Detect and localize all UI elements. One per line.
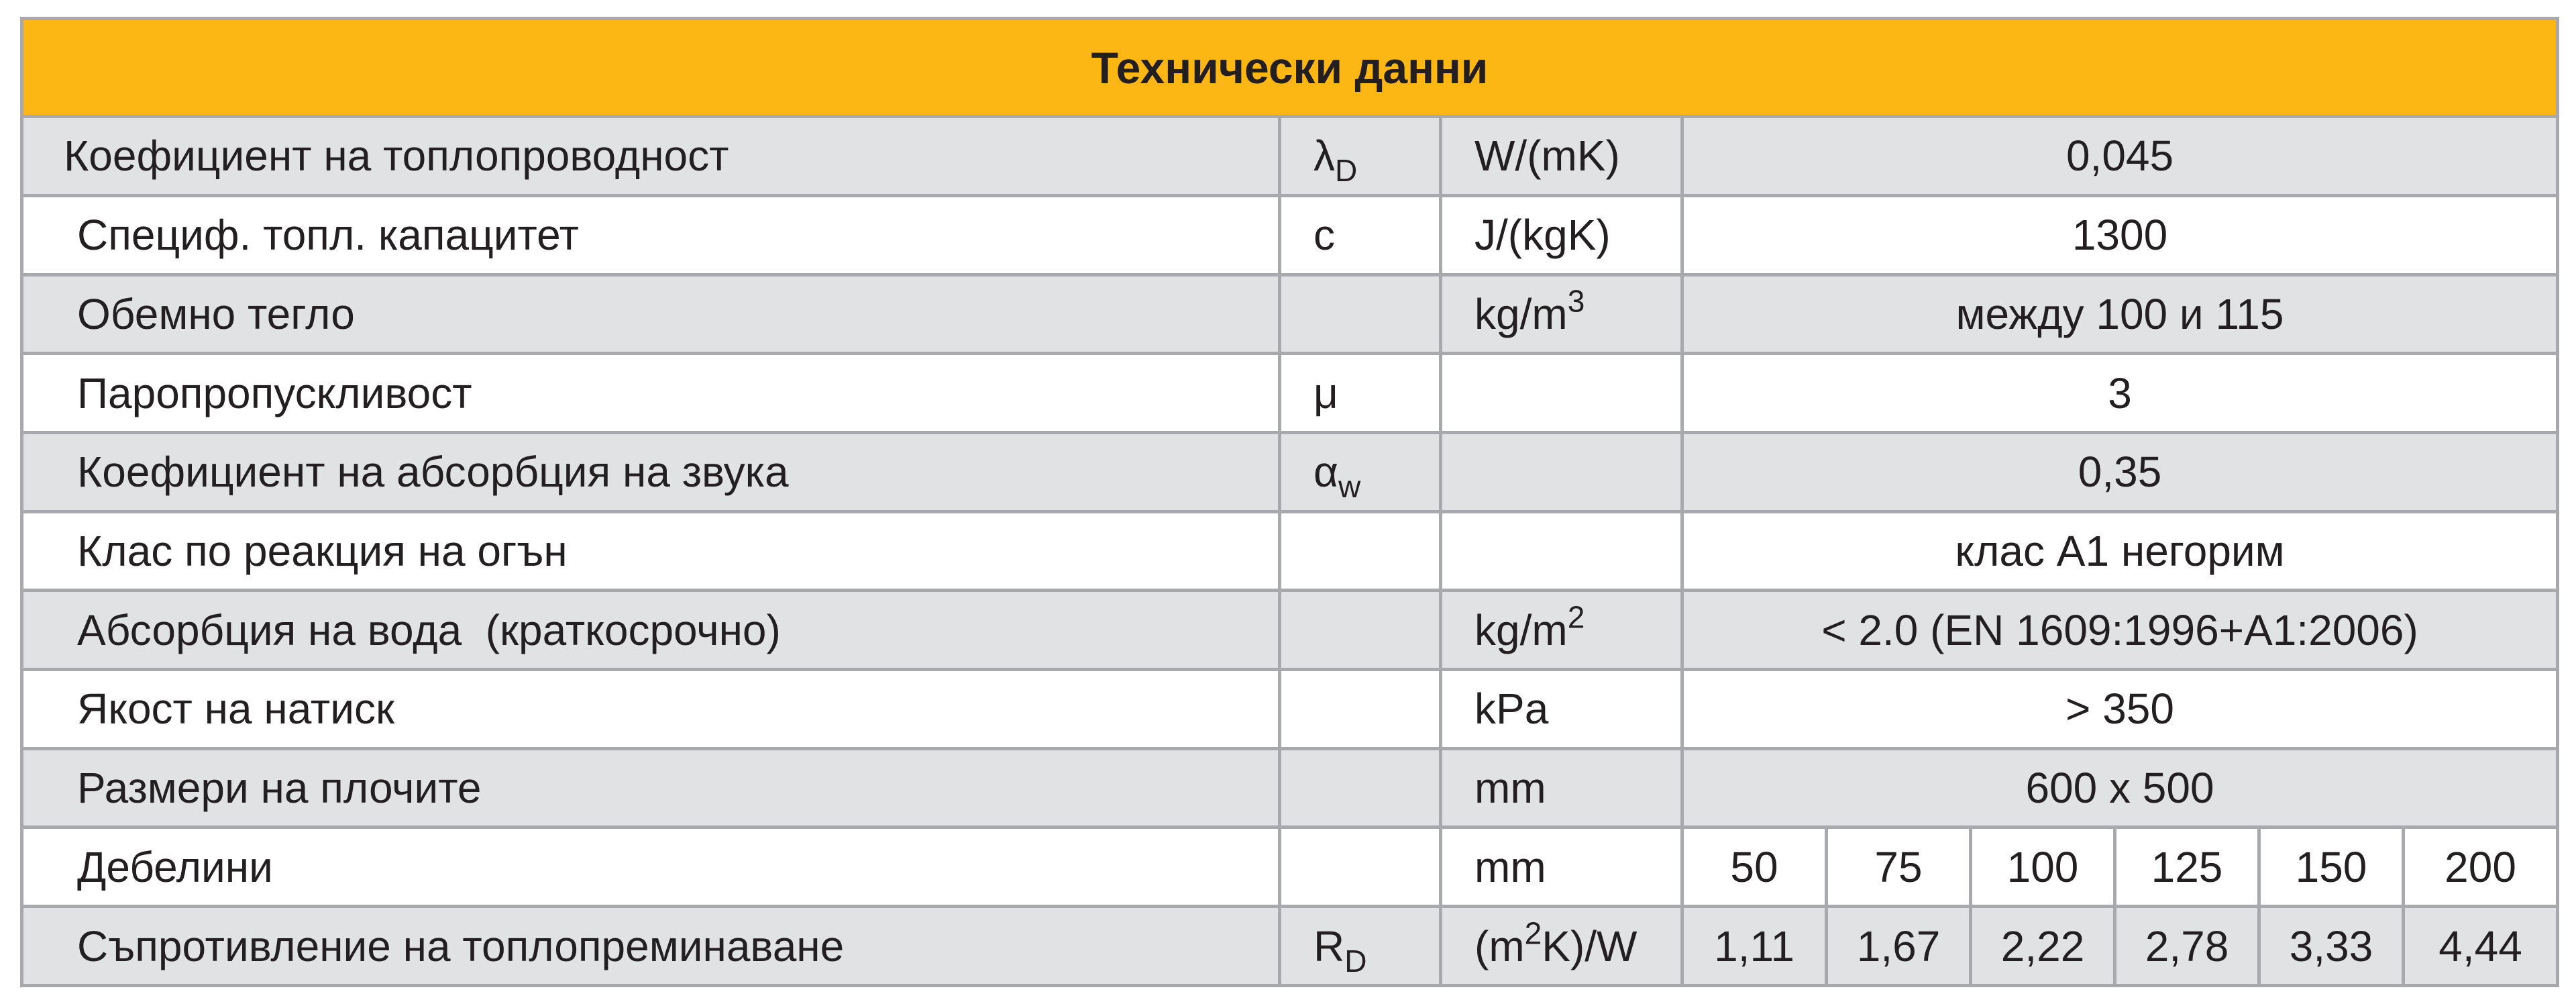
table-row [22,117,2558,196]
symbol-cell [1280,274,1441,354]
symbol-cell [1280,432,1441,511]
unit-cell: kPa [1441,670,1682,749]
thickness-cell: 200 [2404,827,2558,907]
table-row [22,907,2558,986]
thickness-cell: 100 [1971,827,2115,907]
symbol-text: R [1313,921,1345,970]
parameter-cell: Дебелини [22,827,1280,907]
unit-cell: mm [1441,827,1682,907]
unit-cell [1441,432,1682,511]
unit-cell [1441,354,1682,433]
unit-superscript: 2 [1567,599,1585,635]
table-row [22,354,2558,433]
unit-cell [1441,511,1682,591]
parameter-cell: Съпротивление на топлопреминаване [22,907,1280,986]
parameter-cell: Абсорбция на вода (краткосрочно) [22,591,1280,670]
parameter-cell: Якост на натиск [22,670,1280,749]
symbol-cell [1280,748,1441,827]
resistance-cell: 3,33 [2259,907,2404,986]
symbol-cell: c [1280,195,1441,274]
unit-text-post: K)/W [1542,921,1638,970]
thickness-cell: 125 [2115,827,2259,907]
unit-superscript: 2 [1524,915,1542,951]
symbol-cell [1280,591,1441,670]
unit-text: kg/m [1474,289,1568,338]
resistance-cell: 1,67 [1827,907,1971,986]
table-header-row [22,19,2558,117]
unit-cell [1441,274,1682,354]
table-row [22,827,2558,907]
symbol-subscript: D [1335,153,1358,189]
table-row [22,432,2558,511]
symbol-text: α [1313,448,1338,497]
resistance-cell: 1,11 [1682,907,1827,986]
table-row [22,748,2558,827]
unit-text: kg/m [1474,605,1568,654]
symbol-cell [1280,670,1441,749]
unit-cell [1441,591,1682,670]
symbol-subscript: w [1338,469,1361,505]
parameter-cell: Клас по реакция на огън [22,511,1280,591]
symbol-cell [1280,511,1441,591]
unit-cell: J/(kgK) [1441,195,1682,274]
symbol-text: λ [1313,132,1335,181]
technical-data-table [20,17,2559,987]
value-cell: 0,045 [1682,117,2558,196]
thickness-cell: 50 [1682,827,1827,907]
value-cell: клас А1 негорим [1682,511,2558,591]
thickness-cell: 75 [1827,827,1971,907]
value-cell: 1300 [1682,195,2558,274]
symbol-subscript: D [1344,943,1367,978]
table-row [22,591,2558,670]
unit-text-pre: (m [1474,921,1525,970]
unit-cell: mm [1441,748,1682,827]
value-cell: < 2.0 (EN 1609:1996+A1:2006) [1682,591,2558,670]
symbol-cell [1280,827,1441,907]
value-cell: > 350 [1682,670,2558,749]
value-cell: 600 x 500 [1682,748,2558,827]
symbol-cell [1280,117,1441,196]
resistance-cell: 2,78 [2115,907,2259,986]
parameter-cell: Коефициент на абсорбция на звука [22,432,1280,511]
symbol-cell: μ [1280,354,1441,433]
parameter-cell: Специф. топл. капацитет [22,195,1280,274]
parameter-cell: Коефициент на топлопроводност [22,117,1280,196]
table-row [22,670,2558,749]
resistance-cell: 4,44 [2404,907,2558,986]
parameter-cell: Размери на плочите [22,748,1280,827]
table-row [22,274,2558,354]
resistance-cell: 2,22 [1971,907,2115,986]
value-cell: 3 [1682,354,2558,433]
table-row [22,511,2558,591]
unit-superscript: 3 [1567,283,1585,319]
thickness-cell: 150 [2259,827,2404,907]
table-row [22,195,2558,274]
value-cell: 0,35 [1682,432,2558,511]
parameter-cell: Обемно тегло [22,274,1280,354]
value-cell: между 100 и 115 [1682,274,2558,354]
unit-cell [1441,907,1682,986]
table-title: Технически данни [22,19,2558,117]
symbol-cell [1280,907,1441,986]
unit-cell: W/(mK) [1441,117,1682,196]
parameter-cell: Паропропускливост [22,354,1280,433]
